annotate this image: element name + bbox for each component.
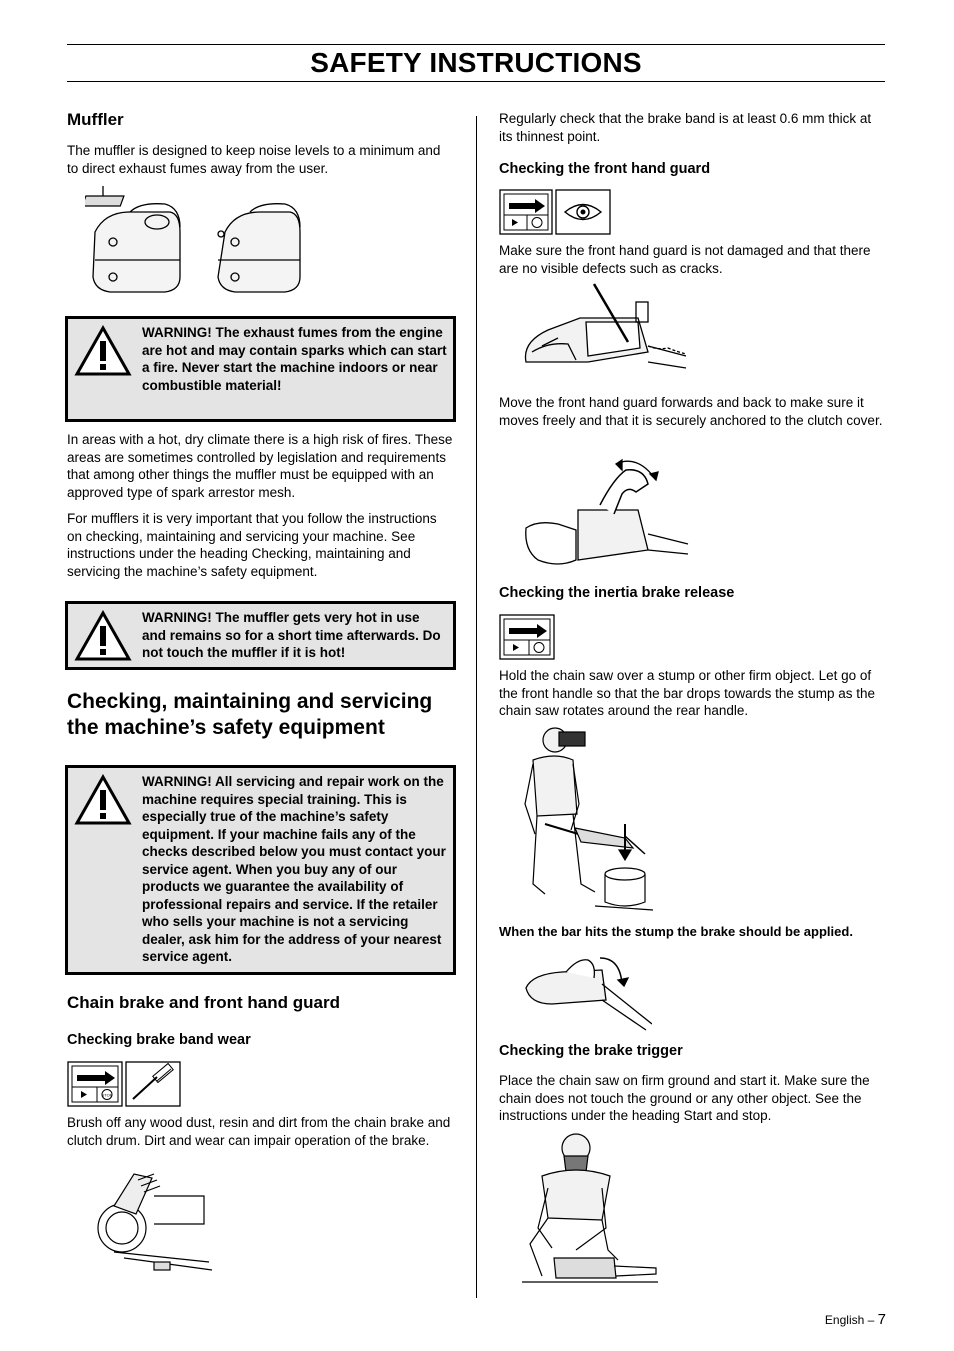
warning-triangle-icon (74, 325, 132, 377)
chain-brake-heading: Chain brake and front hand guard (67, 993, 340, 1012)
mufflers-instruction-text: For mufflers it is very important that you follow the instructions on checking, maintaining and servicing your machine. See instructions under the heading Checking, maintaining and servicing the machine’s safety equipment. (67, 511, 437, 579)
brake-trigger-text: Place the chain saw on firm ground and start it. Make sure the chain does not touch the ground or any other object. See the instructions under the heading Start and stop. (499, 1073, 870, 1123)
page-title: SAFETY INSTRUCTIONS (67, 44, 885, 82)
service-inspect-icons (499, 189, 611, 235)
front-guard-heading: Checking the front hand guard (499, 161, 711, 177)
warning-text: WARNING! All servicing and repair work on the machine requires special training. This is especially true of the machine’s safety equipment. If your machine fails any of the checks described below you must contact your service agent. When you buy any of our products we guarantee the availability of professional repairs and service. If the retailer who sells your machine is not a servicing dealer, ask him for the address of your nearest service agent. (142, 774, 446, 964)
muffler-heading: Muffler (67, 110, 124, 129)
inertia-brake-heading: Checking the inertia brake release (499, 585, 735, 601)
footer-language: English (824, 1313, 865, 1327)
brake-band-heading: Checking brake band wear (67, 1032, 251, 1048)
move-guard-illustration (518, 450, 690, 575)
warning-box-exhaust (65, 316, 456, 422)
front-guard-text: Make sure the front hand guard is not damaged and that there are no visible defects such as cracks. (499, 243, 871, 276)
warning-text: WARNING! The exhaust fumes from the engine are hot and may contain sparks which can start a fire. Never start the machine indoors or near combustible material! (142, 325, 447, 393)
brake-band-thickness-text: Regularly check that the brake band is at least 0.6 mm thick at its thinnest point. (499, 111, 872, 144)
page-footer (825, 1311, 886, 1328)
muffler-text: The muffler is designed to keep noise levels to a minimum and to direct exhaust fumes away from the user. (67, 143, 441, 176)
hot-climate-text: In areas with a hot, dry climate there is a high risk of fires. These areas are sometimes controlled by legislation and requirements that among other things the muffler must be equipped with an approved type of spark arrestor mesh. (67, 432, 453, 500)
warning-triangle-icon (74, 610, 132, 662)
operator-stump-illustration (515, 724, 655, 914)
inertia-brake-text: Hold the chain saw over a stump or other firm object. Let go of the front handle so that the bar drops towards the stump as the chain saw rotates around the rear handle. (499, 668, 875, 718)
brake-applied-illustration (522, 944, 652, 1032)
warning-text: WARNING! The muffler gets very hot in use and remains so for a short time afterwards. Do not touch the muffler if it is hot! (142, 610, 441, 660)
operator-start-illustration (518, 1128, 662, 1286)
brake-trigger-heading: Checking the brake trigger (499, 1043, 683, 1059)
warning-box-servicing (65, 765, 456, 975)
front-guard-illustration (518, 282, 688, 382)
warning-triangle-icon (74, 774, 132, 826)
brake-brush-illustration (94, 1166, 214, 1278)
stump-caption: When the bar hits the stump the brake should be applied. (499, 924, 853, 939)
service-icon (499, 614, 555, 660)
section-heading: Checking, maintaining and servicing the machine’s safety equipment (67, 690, 433, 739)
column-divider (476, 116, 477, 1298)
warning-box-muffler-hot (65, 601, 456, 670)
service-brush-icons (67, 1061, 181, 1107)
move-guard-text: Move the front hand guard forwards and back to make sure it moves freely and that it is securely anchored to the clutch cover. (499, 395, 883, 428)
page-number: 7 (877, 1311, 886, 1328)
brush-text: Brush off any wood dust, resin and dirt from the chain brake and clutch drum. Dirt and wear can impair operation of the brake. (67, 1115, 451, 1148)
stop-label: STOP (101, 1092, 113, 1098)
footer-separator: – (867, 1313, 875, 1327)
muffler-illustration (85, 182, 315, 307)
